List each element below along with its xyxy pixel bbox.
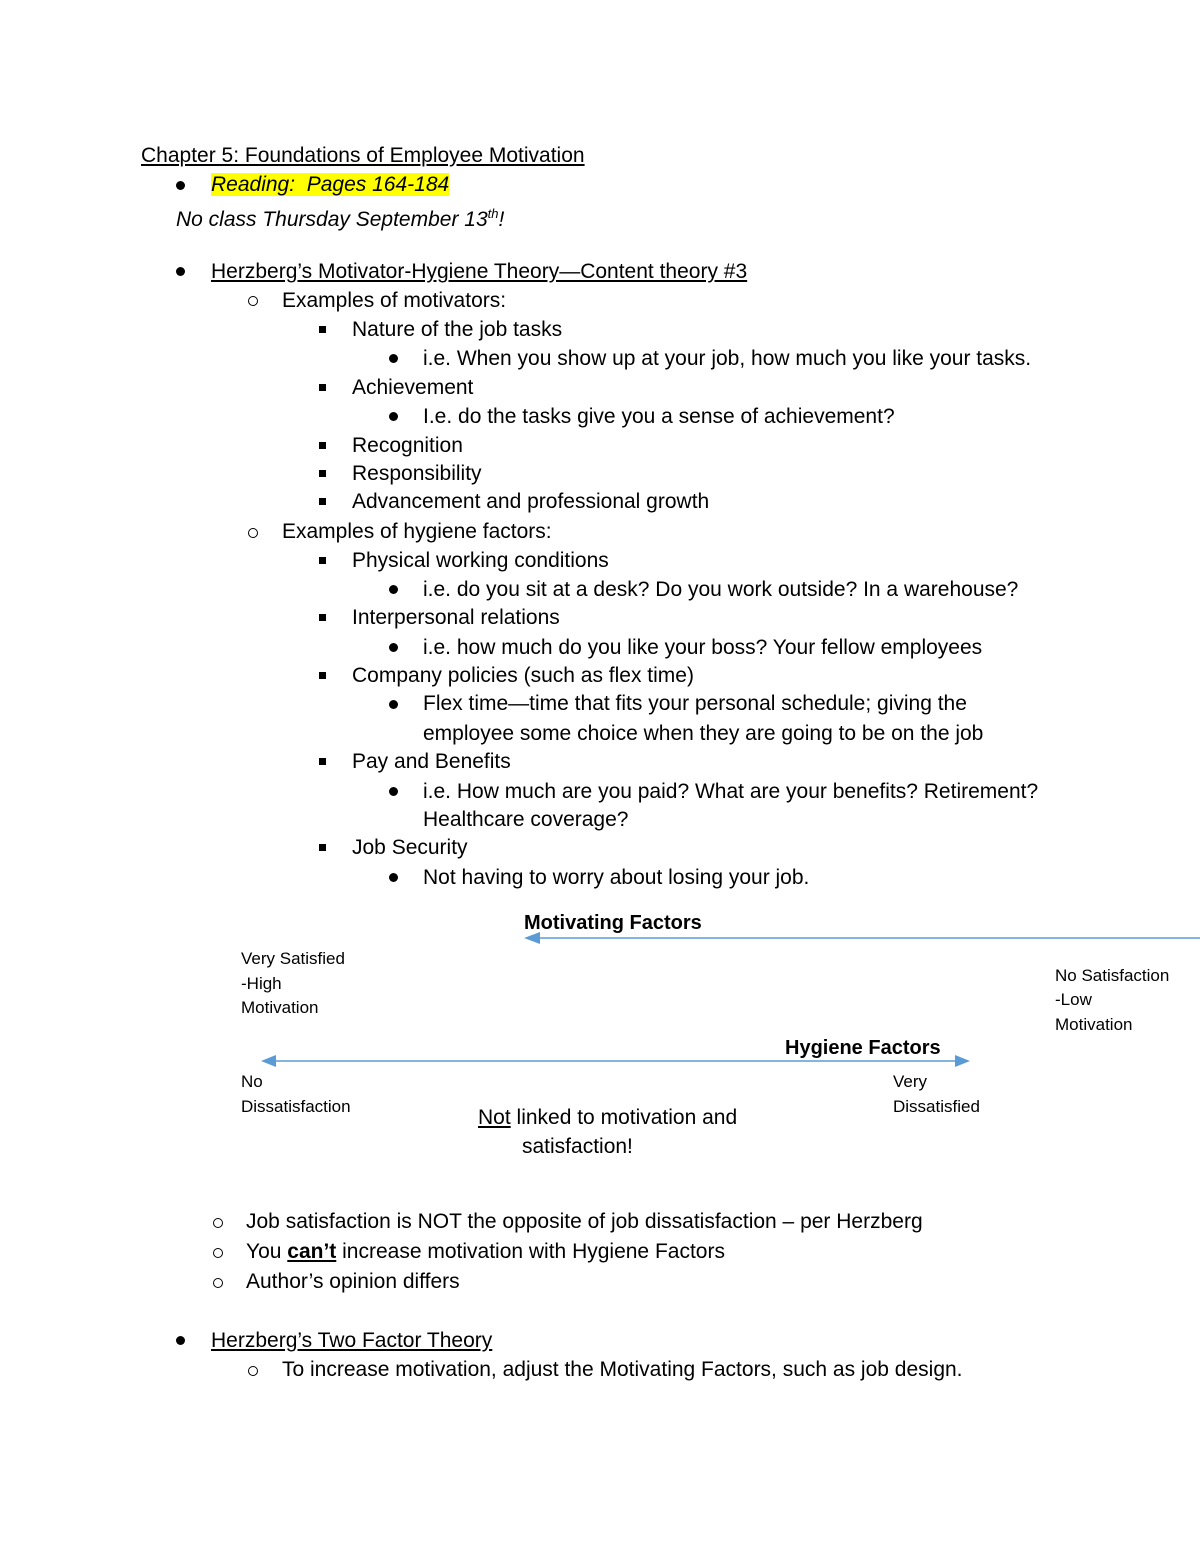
hygiene-label: Examples of hygiene factors: <box>282 520 552 543</box>
list-item: i.e. how much do you like your boss? Your fellow employees <box>423 636 983 659</box>
list-item: i.e. do you sit at a desk? Do you work outside? In a warehouse? <box>423 578 1019 601</box>
left-top-line: Motivation <box>241 998 319 1017</box>
right-top-line: No Satisfaction <box>1055 966 1170 985</box>
list-item: Company policies (such as flex time) <box>352 664 694 687</box>
list-item: Pay and Benefits <box>352 750 511 773</box>
bullet-ring <box>213 1248 223 1258</box>
motivators-label: Examples of motivators: <box>282 289 507 312</box>
list-item: Flex time—time that fits your personal schedule; giving the <box>423 692 967 715</box>
note-cant-increase <box>246 1238 725 1266</box>
note-emphasis: can’t <box>287 1240 337 1263</box>
section-heading-two-factor: Herzberg’s Two Factor Theory <box>211 1329 493 1352</box>
list-item: Not having to worry about losing your job. <box>423 866 810 889</box>
hygiene-factors-label: Hygiene Factors <box>785 1037 941 1059</box>
reading-pages: Pages 164-184 <box>306 173 450 196</box>
not-linked-note-line2: satisfaction! <box>522 1135 633 1158</box>
bullet-ring <box>213 1278 223 1288</box>
left-bottom-line: Dissatisfaction <box>241 1097 351 1116</box>
list-item: i.e. When you show up at your job, how much you like your tasks. <box>423 347 1032 370</box>
left-top-line: -High <box>241 974 282 993</box>
note-author-opinion: Author’s opinion differs <box>246 1270 460 1293</box>
list-item: Recognition <box>352 434 463 457</box>
list-item: Interpersonal relations <box>352 606 560 629</box>
right-top-line: Motivation <box>1055 1015 1133 1034</box>
list-item: i.e. How much are you paid? What are your benefits? Retirement? <box>423 780 1039 803</box>
list-item: Physical working conditions <box>352 549 609 572</box>
list-item: Job Security <box>352 836 468 859</box>
page-title: Chapter 5: Foundations of Employee Motivation <box>141 144 585 167</box>
left-top-line: Very Satisfied <box>241 949 345 968</box>
notice-sup: th <box>487 206 499 221</box>
notice-text: No class Thursday September 13 <box>176 208 488 231</box>
bullet-ring <box>213 1218 223 1228</box>
left-bottom-line: No <box>241 1072 263 1091</box>
list-item-continuation: Healthcare coverage? <box>423 808 629 831</box>
bullet-dot <box>176 1336 185 1345</box>
not-emphasis: Not <box>478 1106 511 1129</box>
list-item: Nature of the job tasks <box>352 318 563 341</box>
right-bottom-line: Dissatisfied <box>893 1097 980 1116</box>
section-heading-motivator-hygiene: Herzberg’s Motivator-Hygiene Theory—Content theory #3 <box>211 260 748 283</box>
note-post: increase motivation with Hygiene Factors <box>336 1240 725 1263</box>
motivating-factors-label: Motivating Factors <box>524 912 702 934</box>
list-item: Responsibility <box>352 462 482 485</box>
list-item: I.e. do the tasks give you a sense of achievement? <box>423 405 895 428</box>
notice-suffix: ! <box>498 208 505 231</box>
bullet-ring <box>248 1366 258 1376</box>
note-satisfaction: Job satisfaction is NOT the opposite of job dissatisfaction – per Herzberg <box>246 1210 923 1233</box>
note-pre: You <box>246 1240 288 1263</box>
right-top-line: -Low <box>1055 990 1092 1009</box>
not-linked-note <box>478 1104 737 1132</box>
list-item: Achievement <box>352 376 474 399</box>
reading-prefix: Reading: <box>211 173 296 196</box>
list-item: Advancement and professional growth <box>352 490 710 513</box>
two-factor-item: To increase motivation, adjust the Motivating Factors, such as job design. <box>282 1358 963 1381</box>
list-item-continuation: employee some choice when they are going to be on the job <box>423 722 984 745</box>
right-bottom-line: Very <box>893 1072 928 1091</box>
note-rest: linked to motivation and <box>510 1106 738 1129</box>
